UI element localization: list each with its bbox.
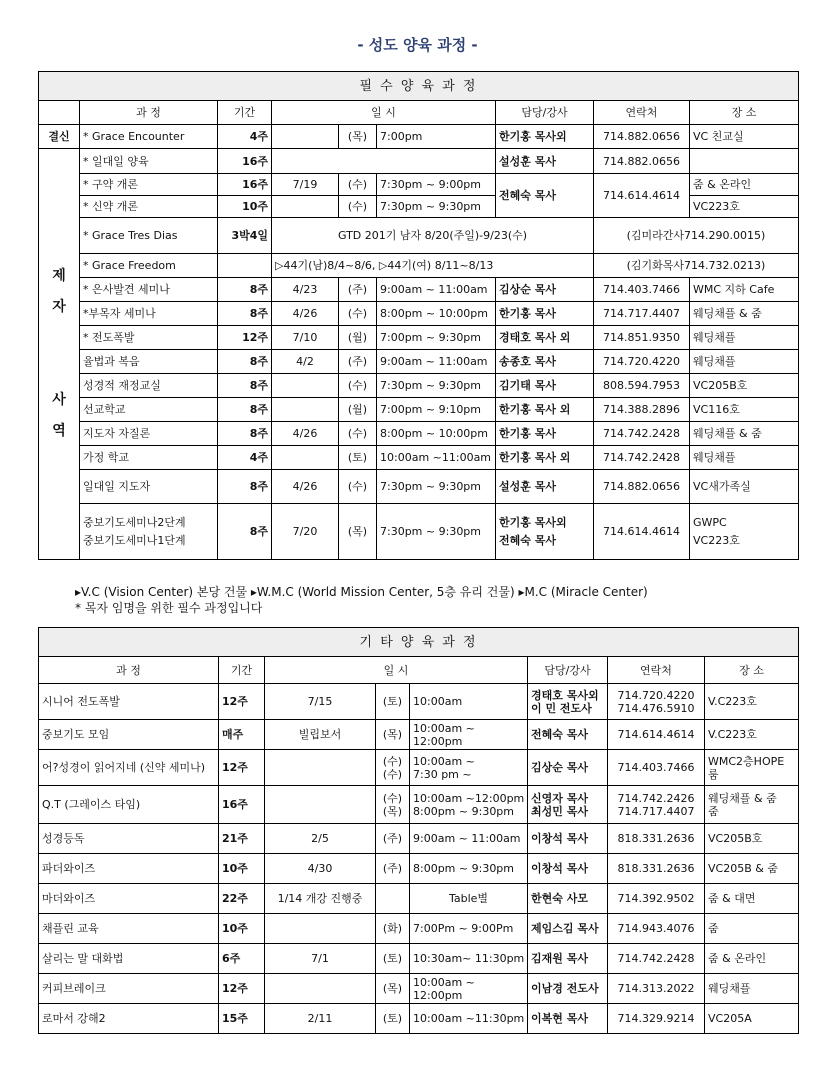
table-row [39, 254, 799, 278]
course-contact [608, 684, 705, 720]
table-row [39, 350, 799, 374]
course-day: (수) [339, 422, 377, 446]
course-date: 7/20 [272, 504, 339, 560]
course-schedule: GTD 201기 남자 8/20(주일)-9/23(수) [272, 218, 594, 254]
course-leader: 이창석 목사 [528, 824, 608, 854]
course-date: 2/11 [265, 1004, 376, 1034]
course-contact: 714.882.0656 [594, 125, 690, 149]
course-period: 4주 [218, 446, 272, 470]
course-name: 시니어 전도폭발 [39, 684, 219, 720]
course-date [265, 974, 376, 1004]
course-contact: 714.943.4076 [608, 914, 705, 944]
course-leader-line: 경태호 목사외 [531, 688, 599, 702]
course-contact: 714.614.4614 [594, 174, 690, 218]
course-place: WMC 지하 Cafe [690, 278, 799, 302]
course-leader: 전혜숙 목사 [528, 720, 608, 750]
course-date: 4/26 [272, 470, 339, 504]
required-note: * 목자 임명을 위한 필수 과정입니다 [75, 601, 263, 615]
course-date [272, 196, 339, 218]
course-period: 8주 [218, 302, 272, 326]
table-row [39, 326, 799, 350]
course-day: (목) [376, 974, 410, 1004]
course-time: 9:00am ~ 11:00am [410, 824, 528, 854]
header-course: 과 정 [39, 657, 219, 684]
course-contact: 714.742.2428 [608, 944, 705, 974]
course-time: 7:00Pm ~ 9:00Pm [410, 914, 528, 944]
course-place: 웨딩채플 & 줌 [690, 302, 799, 326]
course-period: 16주 [218, 149, 272, 174]
table-row [39, 786, 799, 824]
course-place-line: 룸 [708, 767, 719, 781]
course-schedule: ▷44기(남)8/4~8/6, ▷44기(여) 8/11~8/13 [272, 254, 594, 278]
course-time: 10:00am ~11:30pm [410, 1004, 528, 1034]
course-day: (월) [339, 326, 377, 350]
course-date [272, 446, 339, 470]
course-place: V.C223호 [705, 684, 799, 720]
course-leader: 한현숙 사모 [528, 884, 608, 914]
course-date [265, 786, 376, 824]
course-contact: 714.720.4220 [594, 350, 690, 374]
group-label-decision: 결신 [39, 125, 80, 149]
table-row [39, 125, 799, 149]
course-contact: 714.882.0656 [594, 470, 690, 504]
course-day: (토) [376, 684, 410, 720]
course-leader: 전혜숙 목사 [496, 174, 594, 218]
course-name: * Grace Encounter [80, 125, 218, 149]
course-place [690, 149, 799, 174]
course-period: 10주 [219, 854, 265, 884]
course-leader: 김상순 목사 [496, 278, 594, 302]
course-period: 15주 [219, 1004, 265, 1034]
course-time: 8:00pm ~ 9:30pm [410, 854, 528, 884]
course-name: Q.T (그레이스 타임) [39, 786, 219, 824]
table-row [39, 218, 799, 254]
required-courses-table [38, 71, 799, 560]
course-name: 일대일 지도자 [80, 470, 218, 504]
course-leader: 한기홍 목사 [496, 422, 594, 446]
course-period: 매주 [219, 720, 265, 750]
course-date: 4/30 [265, 854, 376, 884]
course-name: 가정 학교 [80, 446, 218, 470]
course-day: (수) [339, 302, 377, 326]
course-contact: 714.614.4614 [608, 720, 705, 750]
course-day-line: (수) [382, 754, 403, 768]
table-row [39, 914, 799, 944]
course-date: 7/15 [265, 684, 376, 720]
course-contact: 818.331.2636 [608, 854, 705, 884]
course-leader: 이창석 목사 [528, 854, 608, 884]
course-date [272, 398, 339, 422]
course-day: (수) [339, 196, 377, 218]
header-schedule: 일 시 [265, 657, 528, 684]
course-place: GWPC VC223호 [690, 504, 799, 560]
course-leader: 한기홍 목사외 [496, 125, 594, 149]
course-leader [528, 684, 608, 720]
course-date: 7/10 [272, 326, 339, 350]
course-leader [528, 786, 608, 824]
course-period: 12주 [219, 750, 265, 786]
course-leader: 이남경 전도사 [528, 974, 608, 1004]
course-place: 웨딩채플 [690, 326, 799, 350]
course-name: * Grace Tres Dias [80, 218, 218, 254]
course-contact: 714.882.0656 [594, 149, 690, 174]
course-name: * 신약 개론 [80, 196, 218, 218]
course-name: 파더와이즈 [39, 854, 219, 884]
course-day: (목) [376, 720, 410, 750]
course-day-line: (수) [382, 767, 403, 781]
course-day: (주) [339, 350, 377, 374]
course-day: (토) [339, 446, 377, 470]
course-place: 줌 [705, 914, 799, 944]
table-row [39, 174, 799, 196]
course-day: (토) [376, 1004, 410, 1034]
course-leader: 김기태 목사 [496, 374, 594, 398]
course-day-line: (수) [382, 791, 403, 805]
course-contact: 714.614.4614 [594, 504, 690, 560]
course-time: 10:00am ~11:00am [377, 446, 496, 470]
course-time [410, 720, 528, 750]
course-name: 지도자 자질론 [80, 422, 218, 446]
course-date [272, 374, 339, 398]
course-name: 성경적 재정교실 [80, 374, 218, 398]
course-time-line: 12:00pm [413, 988, 463, 1002]
table-row [39, 149, 799, 174]
table-row [39, 1004, 799, 1034]
course-time [410, 750, 528, 786]
course-name: 마더와이즈 [39, 884, 219, 914]
course-leader-line: 최성민 목사 [531, 804, 588, 818]
course-place: VC205A [705, 1004, 799, 1034]
table-row [39, 974, 799, 1004]
course-place: V.C223호 [705, 720, 799, 750]
course-leader: 김재원 목사 [528, 944, 608, 974]
header-place: 장 소 [705, 657, 799, 684]
course-name: * Grace Freedom [80, 254, 218, 278]
header-contact: 연락처 [608, 657, 705, 684]
course-contact-line: 714.717.4407 [617, 804, 695, 818]
course-date: 2/5 [265, 824, 376, 854]
course-date: 4/26 [272, 302, 339, 326]
course-period: 8주 [218, 278, 272, 302]
table-row [39, 446, 799, 470]
header-leader: 담당/강사 [528, 657, 608, 684]
course-name: * 구약 개론 [80, 174, 218, 196]
course-leader-line: 이 민 전도사 [531, 701, 592, 715]
course-name: 중보기도 모임 [39, 720, 219, 750]
course-time: 7:30pm ~ 9:30pm [377, 196, 496, 218]
course-period: 12주 [218, 326, 272, 350]
course-period: 12주 [219, 974, 265, 1004]
course-period: 12주 [219, 684, 265, 720]
course-contact: (김미라간사714.290.0015) [594, 218, 799, 254]
table-row [39, 302, 799, 326]
course-date [265, 914, 376, 944]
table-row [39, 720, 799, 750]
course-name: 채플린 교육 [39, 914, 219, 944]
course-place: 웨딩채플 & 줌 [690, 422, 799, 446]
course-leader: 이복현 목사 [528, 1004, 608, 1034]
header-place: 장 소 [690, 101, 799, 125]
header-period: 기간 [218, 101, 272, 125]
course-time-line: 12:00pm [413, 734, 463, 748]
table-row [39, 422, 799, 446]
course-contact: 818.331.2636 [608, 824, 705, 854]
course-time: 7:30pm ~ 9:30pm [377, 504, 496, 560]
course-place: VC223호 [690, 196, 799, 218]
table-row [39, 278, 799, 302]
table-row [39, 374, 799, 398]
course-date: 4/26 [272, 422, 339, 446]
course-leader: 한기홍 목사 [496, 302, 594, 326]
course-time: 10:00am [410, 684, 528, 720]
course-period: 8주 [218, 374, 272, 398]
header-leader: 담당/강사 [496, 101, 594, 125]
course-time: 7:30pm ~ 9:30pm [377, 374, 496, 398]
course-period: 8주 [218, 470, 272, 504]
course-name: 커피브레이크 [39, 974, 219, 1004]
table-row [39, 854, 799, 884]
course-period: 8주 [218, 398, 272, 422]
course-name: 선교학교 [80, 398, 218, 422]
course-day: (목) [339, 504, 377, 560]
course-day [376, 786, 410, 824]
course-date: 빌립보서 [265, 720, 376, 750]
course-contact-line: 714.476.5910 [617, 701, 695, 715]
course-day-line: (목) [382, 804, 403, 818]
section-title: 필 수 양 육 과 정 [39, 72, 799, 101]
course-contact: 714.329.9214 [608, 1004, 705, 1034]
course-date: 4/23 [272, 278, 339, 302]
course-place: VC116호 [690, 398, 799, 422]
course-date: 7/19 [272, 174, 339, 196]
table-row [39, 824, 799, 854]
course-contact: 714.742.2428 [594, 422, 690, 446]
course-contact: 714.403.7466 [594, 278, 690, 302]
course-period: 4주 [218, 125, 272, 149]
course-place: 웨딩채플 [690, 446, 799, 470]
table-row [39, 884, 799, 914]
course-leader: 김상순 목사 [528, 750, 608, 786]
course-date: 4/2 [272, 350, 339, 374]
course-leader: 송종호 목사 [496, 350, 594, 374]
course-day [376, 884, 410, 914]
course-time: 7:30pm ~ 9:00pm [377, 174, 496, 196]
course-contact: 714.717.4407 [594, 302, 690, 326]
course-leader-line: 신영자 목사 [531, 791, 588, 805]
course-period: 22주 [219, 884, 265, 914]
course-day: (수) [339, 174, 377, 196]
header-period: 기간 [219, 657, 265, 684]
course-time-line: 7:30 pm ~ [413, 767, 472, 781]
course-time: 7:00pm ~ 9:30pm [377, 326, 496, 350]
course-name: * 전도폭발 [80, 326, 218, 350]
course-time: 9:00am ~ 11:00am [377, 350, 496, 374]
course-time-line: 10:00am ~12:00pm [413, 791, 525, 805]
course-name: * 은사발견 세미나 [80, 278, 218, 302]
course-place: 줌 & 온라인 [705, 944, 799, 974]
course-contact: 714.388.2896 [594, 398, 690, 422]
course-day: (목) [339, 125, 377, 149]
course-name: 율법과 복음 [80, 350, 218, 374]
course-leader: 한기홍 목사외 전혜숙 목사 [496, 504, 594, 560]
course-period: 10주 [219, 914, 265, 944]
course-place [705, 786, 799, 824]
course-time: 7:00pm [377, 125, 496, 149]
course-place: VC205B호 [705, 824, 799, 854]
course-schedule [272, 149, 496, 174]
header-course: 과 정 [80, 101, 218, 125]
course-time-line: 8:00pm ~ 9:30pm [413, 804, 515, 818]
course-place: 웨딩채플 [690, 350, 799, 374]
course-time: 8:00pm ~ 10:00pm [377, 302, 496, 326]
course-contact-line: 714.742.2426 [617, 791, 695, 805]
course-time: 7:30pm ~ 9:30pm [377, 470, 496, 504]
course-time [410, 786, 528, 824]
course-leader: 경태호 목사 외 [496, 326, 594, 350]
table-row [39, 504, 799, 560]
course-time: Table별 [410, 884, 528, 914]
course-period: 10주 [218, 196, 272, 218]
table-row [39, 750, 799, 786]
course-period: 8주 [218, 350, 272, 374]
course-day: (주) [339, 278, 377, 302]
course-contact: 808.594.7953 [594, 374, 690, 398]
course-date: 7/1 [265, 944, 376, 974]
course-period: 3박4일 [218, 218, 272, 254]
course-place: 줌 & 온라인 [690, 174, 799, 196]
course-date: 1/14 개강 진행중 [265, 884, 376, 914]
section-title: 기 타 양 육 과 정 [39, 628, 799, 657]
header-contact: 연락처 [594, 101, 690, 125]
course-leader: 설성훈 목사 [496, 149, 594, 174]
table-row [39, 470, 799, 504]
course-time: 8:00pm ~ 10:00pm [377, 422, 496, 446]
course-place: VC205B호 [690, 374, 799, 398]
course-date [265, 750, 376, 786]
course-contact-line: 714.720.4220 [617, 688, 695, 702]
course-contact [608, 786, 705, 824]
course-time-line: 10:00am ~ [413, 975, 475, 989]
course-contact: 714.313.2022 [608, 974, 705, 1004]
course-place-line: WMC2층HOPE [708, 754, 785, 768]
course-time: 10:30am~ 11:30pm [410, 944, 528, 974]
course-period: 8주 [218, 422, 272, 446]
course-leader: 한기홍 목사 외 [496, 446, 594, 470]
course-name: *부목자 세미나 [80, 302, 218, 326]
course-place-line: 웨딩채플 & 줌 [708, 791, 777, 805]
table-row [39, 944, 799, 974]
table-row [39, 398, 799, 422]
course-period [218, 254, 272, 278]
other-courses-table [38, 627, 799, 1034]
course-leader: 설성훈 목사 [496, 470, 594, 504]
course-time [410, 974, 528, 1004]
course-period: 16주 [219, 786, 265, 824]
course-time-line: 10:00am ~ [413, 754, 475, 768]
course-contact: 714.851.9350 [594, 326, 690, 350]
course-time: 9:00am ~ 11:00am [377, 278, 496, 302]
course-place: 웨딩채플 [705, 974, 799, 1004]
course-time-line: 10:00am ~ [413, 721, 475, 735]
course-day [376, 750, 410, 786]
course-day: (수) [339, 374, 377, 398]
course-place: 줌 & 대면 [705, 884, 799, 914]
course-name: 살리는 말 대화법 [39, 944, 219, 974]
course-place-line: 줌 [708, 804, 719, 818]
course-period: 8주 [218, 504, 272, 560]
course-name: 어?성경이 읽어지네 (신약 세미나) [39, 750, 219, 786]
course-day: (화) [376, 914, 410, 944]
course-name: 로마서 강해2 [39, 1004, 219, 1034]
course-contact: 714.742.2428 [594, 446, 690, 470]
course-name: 성경등독 [39, 824, 219, 854]
course-place [705, 750, 799, 786]
course-contact: 714.392.9502 [608, 884, 705, 914]
notes [75, 584, 648, 616]
course-period: 21주 [219, 824, 265, 854]
course-leader: 한기홍 목사 외 [496, 398, 594, 422]
page-title: - 성도 양육 과정 - [357, 36, 478, 54]
course-day: (월) [339, 398, 377, 422]
table-row [39, 684, 799, 720]
course-day: (수) [339, 470, 377, 504]
course-date [272, 125, 339, 149]
course-place: VC새가족실 [690, 470, 799, 504]
course-place: VC205B & 줌 [705, 854, 799, 884]
course-contact: (김기화목사714.732.0213) [594, 254, 799, 278]
group-label-disciple: 제 자 사 역 [39, 149, 80, 560]
course-leader: 제임스김 목사 [528, 914, 608, 944]
course-day: (주) [376, 824, 410, 854]
course-day: (주) [376, 854, 410, 884]
course-time: 7:00pm ~ 9:10pm [377, 398, 496, 422]
course-day: (토) [376, 944, 410, 974]
course-place: VC 친교실 [690, 125, 799, 149]
course-name: * 일대일 양육 [80, 149, 218, 174]
course-name: 중보기도세미나2단계 중보기도세미나1단계 [80, 504, 218, 560]
header-schedule: 일 시 [272, 101, 496, 125]
building-note: ▸V.C (Vision Center) 본당 건물 ▸W.M.C (World Mission Center, 5층 유리 건물) ▸M.C (Miracle Center) [75, 585, 648, 599]
course-period: 16주 [218, 174, 272, 196]
course-period: 6주 [219, 944, 265, 974]
course-contact: 714.403.7466 [608, 750, 705, 786]
